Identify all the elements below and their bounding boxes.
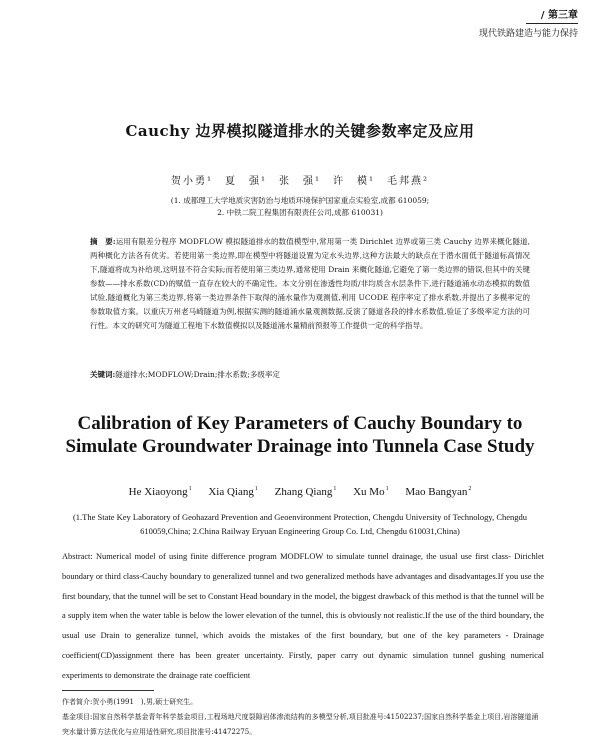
author-xia-qiang: Xia Qiang$^1$ <box>208 486 258 498</box>
english-authors <box>0 486 600 498</box>
header-rule <box>526 23 578 24</box>
author-footnote: 作者简介:贺小勇(1991 ),男,硕士研究生。 <box>62 698 198 706</box>
chinese-authors: 贺小勇¹ 夏 强¹ 张 强¹ 许 模¹ 毛邦燕² <box>170 176 430 187</box>
chapter-subtitle: 现代铁路建造与能力保持 <box>478 29 578 39</box>
english-affiliation-2: 610059,China; 2.China Railway Eryuan Engineering Group Co. Ltd, Chengdu 610031,China) <box>140 526 460 536</box>
author-zhang-qiang: Zhang Qiang$^1$ <box>274 486 337 498</box>
author-xu-mo: Xu Mo$^1$ <box>353 486 389 498</box>
running-header <box>479 6 578 39</box>
fund-footnote: 基金项目:国家自然科学基金青年科学基金项目,工程场地尺度裂隙岩体渗流结构的多模型分析,项目批准号:41502237;国家自然科学基金上项目,岩溶隧道涌突水量计算方法优化与应用适性研究,项目批准号:41472275。 <box>62 713 539 736</box>
english-title-line-1: Calibration of Key Parameters of Cauchy Boundary to <box>77 413 523 434</box>
chinese-abstract-label: 摘 要: <box>90 237 116 246</box>
chinese-affiliation-1: (1. 成都理工大学地质灾害防治与地质环境保护国家重点实验室,成都 610059; <box>170 196 430 205</box>
author-mao-bangyan: Mao Bangyan$^2$ <box>405 486 472 498</box>
chinese-keywords-label: 关键词: <box>90 370 116 379</box>
english-abstract-label: Abstract: <box>62 552 93 561</box>
author-he-xiaoyong: He Xiaoyong$^1$ <box>128 486 192 498</box>
chinese-affiliations <box>0 195 600 219</box>
chinese-abstract <box>90 235 530 333</box>
chinese-affiliation-2: 2. 中铁二院工程集团有限责任公司,成都 610031) <box>217 208 383 217</box>
english-title <box>0 412 600 458</box>
footnotes <box>62 695 544 740</box>
chinese-keywords-text: 隧道排水;MODFLOW;Drain;排水系数;多级率定 <box>115 370 280 379</box>
chinese-title: Cauchy 边界模拟隧道排水的关键参数率定及应用 <box>125 122 475 140</box>
english-abstract-text: Numerical model of using finite difference program MODFLOW to simulate tunnel drainage, the usual use first class- Dirichlet boundary or third class-Cauchy boundary to generalized tunnel and two generalized methods have advantages and disadvantages.If you use the first boundary, that the tunnel will be set to Constant Head boundary in the model, the biggest drawback of this method is that the tunnel will be a supply item when the water table is below the lower elevation of the tunnel, this is obviously not realistic.If the use of the third boundary, the usual use Drain to generalize tunnel, which avoids the mistakes of the first boundary, but one of the key parameters - Drainage coefficient(CD)assignment there has been greater uncertainty. Firstly, paper carry out dynamic simulation tunnel gushing numerical experiments to demonstrate the drainage rate coefficient <box>62 552 544 680</box>
footnote-rule <box>62 690 154 691</box>
chapter-label: / 第三章 <box>540 10 578 21</box>
english-title-line-2: Simulate Groundwater Drainage into Tunnela Case Study <box>65 436 535 457</box>
english-affiliation-1: (1.The State Key Laboratory of Geohazard Prevention and Geoenvironment Protection, Chengdu University of Technology, Chengdu <box>72 512 528 522</box>
english-affiliations <box>0 510 600 538</box>
english-abstract <box>62 547 544 686</box>
chinese-keywords <box>90 368 530 382</box>
chinese-abstract-text: 运用有限差分程序 MODFLOW 模拟隧道排水的数值模型中,常用第一类 Dirichlet 边界或第三类 Cauchy 边界来概化隧道,两种概化方法各有优劣。若使用第一类边界,即在模型中将隧道设置为定水头边界,这种方法最大的缺点在于潜水面低于隧道标高情况下,隧道将成为补给项,这明显不符合实际;而若使用第三类边界,通常使用 Drain 来概化隧道,它避免了第一类边界的错误,但其中的关键参数——排水系数(CD)的赋值一直存在较大的不确定性。本文分别在渗透性均质/非均质含水层条件下,进行隧道涌水动态模拟的数值试验,隧道概化为第三类边界,将第一类边界条件下取得的涌水量作为观测值,利用 UCODE 程序率定了排水系数,并提出了多模率定的参数取值方案。以重庆万州老马崎隧道为例,根据实测的隧道涌水量观测数据,反演了隧道各段的排水系数值,验证了多级率定方法的可行性。本文的研究可为隧道工程地下水数值模拟以及隧道涌水量精前预报等工作提供一定的科学指导。 <box>90 237 530 330</box>
